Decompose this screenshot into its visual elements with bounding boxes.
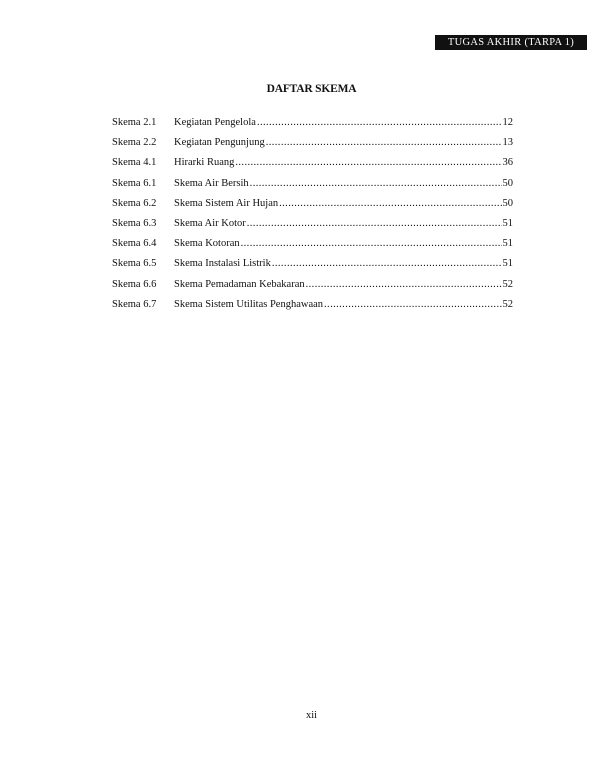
toc-dot-leader <box>279 197 501 211</box>
page-title: DAFTAR SKEMA <box>266 83 357 95</box>
toc-row <box>112 156 513 176</box>
toc-entry-page: 51 <box>502 238 513 250</box>
header-tag: TUGAS AKHIR (TARPA 1) <box>435 35 587 50</box>
toc-entry-page: 52 <box>502 298 513 310</box>
toc-dot-leader <box>257 116 502 130</box>
toc-dot-leader <box>250 177 502 191</box>
page-number: xii <box>305 710 318 721</box>
toc-entry-number: Skema 6.1 <box>112 177 157 189</box>
toc-entry-number: Skema 2.1 <box>112 117 157 128</box>
toc-entry-title: Skema Air Kotor <box>174 217 246 229</box>
toc-entry-number: Skema 6.6 <box>112 278 157 290</box>
toc-entry-title: Skema Air Bersih <box>174 177 249 189</box>
toc-entry-number: Skema 2.2 <box>112 137 157 149</box>
toc-row <box>112 116 513 136</box>
toc-entry-page: 52 <box>502 278 513 290</box>
toc-entry-number: Skema 6.4 <box>112 238 157 250</box>
toc-entry-page: 36 <box>502 157 513 169</box>
toc-entry-title: Skema Pemadaman Kebakaran <box>174 278 305 290</box>
toc-entry-page: 51 <box>502 258 513 270</box>
toc-list <box>112 116 513 318</box>
toc-dot-leader <box>324 298 501 312</box>
toc-dot-leader <box>266 136 502 150</box>
toc-entry-page: 50 <box>502 177 513 189</box>
toc-entry-page: 12 <box>502 117 513 128</box>
toc-entry-title: Kegiatan Pengelola <box>174 117 256 128</box>
toc-dot-leader <box>241 237 502 251</box>
toc-entry-title: Skema Sistem Air Hujan <box>174 197 279 209</box>
toc-entry-number: Skema 6.2 <box>112 197 157 209</box>
toc-entry-number: Skema 6.5 <box>112 258 157 270</box>
toc-row <box>112 177 513 197</box>
toc-entry-title: Skema Sistem Utilitas Penghawaan <box>174 298 324 310</box>
toc-dot-leader <box>247 217 502 231</box>
toc-row <box>112 257 513 277</box>
toc-entry-number: Skema 6.7 <box>112 298 157 310</box>
toc-row <box>112 217 513 237</box>
toc-row <box>112 278 513 298</box>
toc-dot-leader <box>272 257 502 271</box>
toc-entry-number: Skema 4.1 <box>112 157 157 169</box>
toc-entry-page: 13 <box>502 137 513 149</box>
toc-entry-title: Skema Kotoran <box>174 238 240 250</box>
toc-row <box>112 298 513 318</box>
toc-row <box>112 197 513 217</box>
toc-row <box>112 136 513 156</box>
toc-dot-leader <box>306 278 502 292</box>
toc-row <box>112 237 513 257</box>
toc-entry-page: 50 <box>502 197 513 209</box>
toc-entry-page: 51 <box>502 217 513 229</box>
toc-dot-leader <box>235 156 501 170</box>
toc-entry-title: Kegiatan Pengunjung <box>174 137 265 149</box>
toc-entry-title: Hirarki Ruang <box>174 157 235 169</box>
toc-entry-title: Skema Instalasi Listrik <box>174 258 271 270</box>
toc-entry-number: Skema 6.3 <box>112 217 157 229</box>
